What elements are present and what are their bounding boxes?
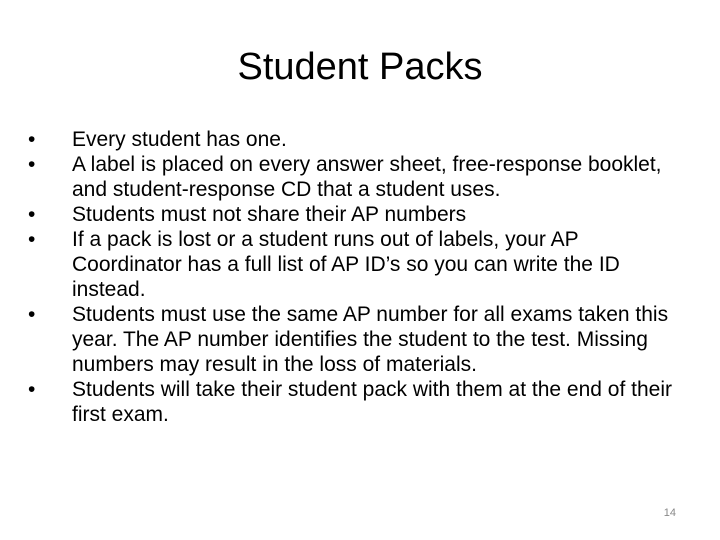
bullet-icon: • (28, 303, 36, 326)
bullet-icon: • (28, 203, 36, 226)
page-number: 14 (663, 507, 676, 519)
slide-title: Student Packs (237, 46, 483, 88)
bullet-item (28, 152, 688, 202)
bullet-item (28, 377, 688, 427)
bullet-icon: • (28, 128, 36, 151)
bullet-text: Students will take their student pack with them at the end of their first exam. (72, 378, 672, 426)
bullet-item (28, 202, 688, 227)
bullet-icon: • (28, 153, 36, 176)
bullet-item (28, 127, 688, 152)
bullet-text: Students must use the same AP number for all exams taken this year. The AP number identifies the student to the test. Missing numbers may result in the loss of materials. (72, 303, 669, 376)
bullet-icon: • (28, 228, 36, 251)
bullet-text: A label is placed on every answer sheet, free-response booklet, and student-response CD that a student uses. (72, 153, 662, 201)
bullet-list (28, 127, 688, 427)
bullet-text: Students must not share their AP numbers (72, 203, 467, 226)
bullet-text: Every student has one. (72, 128, 287, 151)
bullet-item (28, 227, 688, 302)
bullet-item (28, 302, 688, 377)
bullet-icon: • (28, 378, 36, 401)
bullet-text: If a pack is lost or a student runs out of labels, your AP Coordinator has a full list of AP ID’s so you can write the ID instead. (72, 228, 620, 301)
